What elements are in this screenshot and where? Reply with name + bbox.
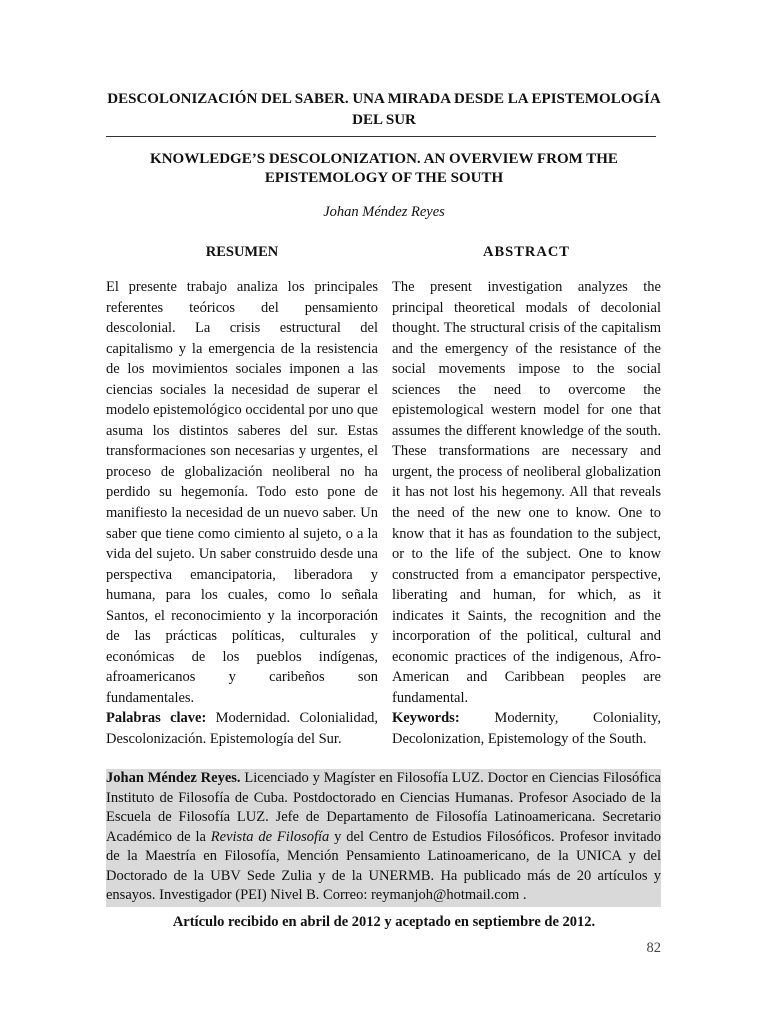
author-name: Johan Méndez Reyes: [323, 204, 445, 220]
bio-text-part1: Licenciado y Magíster en Filosofía LUZ. Doctor en Ciencias Filosófica Instituto de Filosofía de Cuba. Postdoctorado en Ciencias Humanas. Profesor Asociado de la Escuela de Filosofía LUZ. Jefe de Departamento de Filosofía Latinoamericana. Secretario Académico de la: [106, 770, 661, 845]
abstract-text: The present investigation analyzes the principal theoretical modals of decolonial thought. The structural crisis of the capitalism and the emergency of the resistance of the social movements impose to the social sciences the need to overcome the epistemological western model for one that assumes the different knowledge of the south. These transformations are necessary and urgent, the process of neoliberal globalization it has not lost his hegemony. All that reveals the need of the new one to know. One to know that it has as foundation to the subject, or to the life of the subject. One to know constructed from a emancipator perspective, liberating and human, for which, as it indicates it Saints, the recognition and the incorporation of the political, cultural and economic practices of the indigenous, Afro-American and Caribbean peoples are fundamental.: [392, 279, 661, 706]
abstract-column: [392, 277, 661, 750]
abstract-keywords-label: Keywords:: [392, 710, 460, 727]
resumen-keywords-label: Palabras clave:: [106, 710, 207, 727]
resumen-column: [106, 277, 378, 750]
resumen-heading: RESUMEN: [205, 244, 279, 260]
bio-journal-name: Revista de Filosofía: [210, 828, 330, 845]
spanish-title: DESCOLONIZACIÓN DEL SABER. UNA MIRADA DESDE LA EPISTEMOLOGÍA DEL SUR: [107, 91, 661, 128]
bio-author-name: Johan Méndez Reyes.: [106, 770, 241, 786]
page-number: 82: [646, 940, 661, 956]
received-note: Artículo recibido en abril de 2012 y aceptado en septiembre de 2012.: [172, 914, 596, 930]
resumen-keywords: [106, 708, 378, 749]
abstract-keywords: [392, 708, 661, 749]
resumen-text: El presente trabajo analiza los principales referentes teóricos del pensamiento descolonial. La crisis estructural del capitalismo y la emergencia de la resistencia de los movimientos sociales imponen a las ciencias sociales la necesidad de superar el modelo epistemológico occidental por uno que asuma los distintos saberes del sur. Estas transformaciones son necesarias y urgentes, el proceso de globalización neoliberal no ha perdido su hegemonía. Todo esto pone de manifiesto la necesidad de un nuevo saber. Un saber que tiene como cimiento al sujeto, o a la vida del sujeto. Un saber construido desde una perspectiva emancipatoria, liberadora y humana, para los cuales, como lo señala Santos, el reconocimiento y la incorporación de las prácticas políticas, culturales y económicas de los pueblos indígenas, afroamericanos y caribeños son fundamentales.: [106, 279, 378, 706]
english-title: KNOWLEDGE’S DESCOLONIZATION. AN OVERVIEW FROM THE EPISTEMOLOGY OF THE SOUTH: [150, 151, 618, 186]
abstract-keywords-value: Modernity, Coloniality, Decolonization, Epistemology of the South.: [392, 710, 661, 748]
author-bio-box: [106, 769, 661, 907]
resumen-keywords-value: Modernidad. Colonialidad, Descolonización. Epistemología del Sur.: [106, 710, 379, 748]
abstract-heading: ABSTRACT: [483, 244, 570, 260]
bio-text-part2: y del Centro de Estudios Filosóficos. Profesor invitado de la Maestría en Filosofía, Mención Pensamiento Latinoamericano, de la UNICA y del Doctorado de la UBV Sede Zulia y de la UNERMB. Ha publicado más de 20 artículos y ensayos. Investigador (PEI) Nivel B. Correo: reymanjoh@hotmail.com .: [106, 828, 662, 903]
title-divider: [106, 136, 656, 137]
